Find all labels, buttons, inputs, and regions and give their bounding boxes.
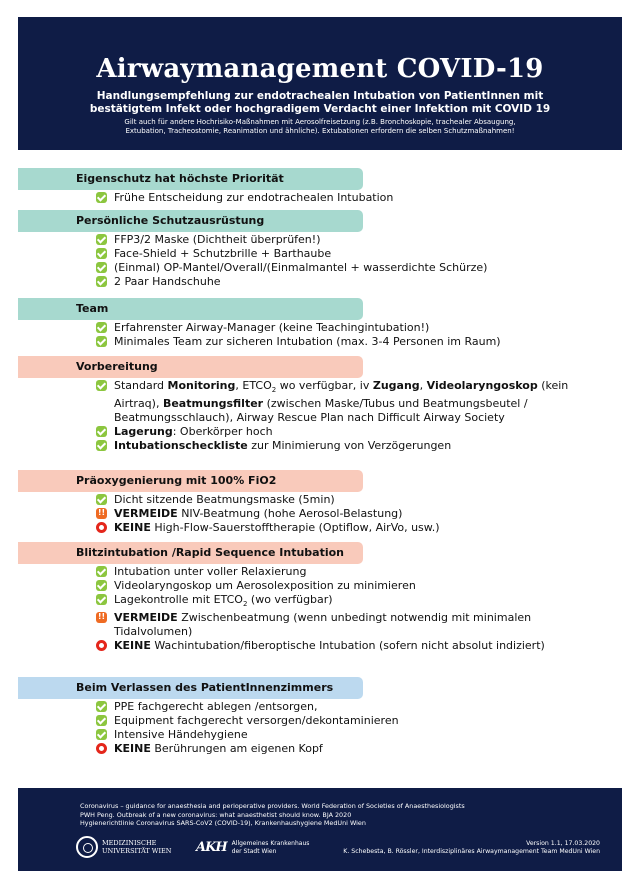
list-item: Erfahrenster Airway-Manager (keine Teachingintubation!) <box>96 321 622 335</box>
item-list <box>18 699 622 756</box>
subtitle-line-2: bestätigtem Infekt oder hochgradigem Verdacht einer Infektion mit COVID 19 <box>89 103 551 115</box>
references <box>80 802 465 828</box>
list-item: KEINE High-Flow-Sauerstofftherapie (Optiflow, AirVo, usw.) <box>96 521 622 535</box>
section-eigenschutz <box>18 168 622 205</box>
check-icon <box>96 426 107 437</box>
check-icon <box>96 715 107 726</box>
check-icon <box>96 494 107 505</box>
list-item: !! VERMEIDE Zwischenbeatmung (wenn unbedingt notwendig mit minimalen Tidalvolumen) <box>96 611 622 639</box>
list-item: (Einmal) OP-Mantel/Overall/(Einmalmantel + wasserdichte Schürze) <box>96 261 622 275</box>
check-icon <box>96 336 107 347</box>
section-heading: Eigenschutz hat höchste Priorität <box>18 168 363 190</box>
list-item: Equipment fachgerecht versorgen/dekontaminieren <box>96 714 622 728</box>
item-list <box>18 492 622 535</box>
list-item: PPE fachgerecht ablegen /entsorgen, <box>96 700 622 714</box>
warning-icon <box>96 508 107 519</box>
section-vorbereitung <box>18 356 622 453</box>
akh-logo <box>196 840 309 855</box>
list-item: Minimales Team zur sicheren Intubation (max. 3-4 Personen im Raum) <box>96 335 622 349</box>
header-banner <box>18 17 622 150</box>
section-heading: Blitzintubation /Rapid Sequence Intubation <box>18 542 363 564</box>
check-icon <box>96 192 107 203</box>
section-praeoxygenierung <box>18 470 622 535</box>
list-item: Intensive Händehygiene <box>96 728 622 742</box>
meduni-logo <box>76 836 172 858</box>
section-heading: Vorbereitung <box>18 356 363 378</box>
list-item: KEINE Berührungen am eigenen Kopf <box>96 742 622 756</box>
check-icon <box>96 234 107 245</box>
list-item: KEINE Wachintubation/fiberoptische Intubation (sofern nicht absolut indiziert) <box>96 639 622 653</box>
list-item: Videolaryngoskop um Aerosolexposition zu minimieren <box>96 579 622 593</box>
list-item: FFP3/2 Maske (Dichtheit überprüfen!) <box>96 233 622 247</box>
list-item: Frühe Entscheidung zur endotrachealen Intubation <box>96 191 622 205</box>
subtitle <box>18 90 622 116</box>
list-item: Intubationscheckliste zur Minimierung von Verzögerungen <box>96 439 622 453</box>
item-list <box>18 190 622 205</box>
list-item: Intubation unter voller Relaxierung <box>96 565 622 579</box>
stop-icon <box>96 743 107 754</box>
meduni-name-1: MEDIZINISCHE <box>102 839 157 847</box>
section-heading: Beim Verlassen des PatientInnenzimmers <box>18 677 363 699</box>
footer-banner <box>18 788 622 871</box>
list-item: Dicht sitzende Beatmungsmaske (5min) <box>96 493 622 507</box>
list-item: Lagekontrolle mit $ETCO_2$ (wo verfügbar) <box>96 593 622 611</box>
list-item: Lagerung: Oberkörper hoch <box>96 425 622 439</box>
item-list <box>18 320 622 349</box>
reference-3: Hygienerichtlinie Coronavirus SARS-CoV2 (COVID-19), Krankenhaushygiene MedUni Wien <box>80 819 366 828</box>
section-heading: Präoxygenierung mit 100% FiO2 <box>18 470 363 492</box>
section-heading: Persönliche Schutzausrüstung <box>18 210 363 232</box>
check-icon <box>96 440 107 451</box>
item-list <box>18 232 622 289</box>
version-label: Version 1.1, 17.03.2020 <box>526 840 600 847</box>
subtitle-line-1: Handlungsempfehlung zur endotrachealen Intubation von PatientInnen mit <box>96 90 544 102</box>
seal-icon <box>76 836 98 858</box>
check-icon <box>96 594 107 605</box>
section-schutzausruestung <box>18 210 622 289</box>
header-note <box>18 118 622 136</box>
akh-mark: AKH <box>196 840 227 855</box>
check-icon <box>96 566 107 577</box>
check-icon <box>96 580 107 591</box>
check-icon <box>96 729 107 740</box>
meduni-name-2: UNIVERSITÄT WIEN <box>102 847 172 855</box>
check-icon <box>96 276 107 287</box>
section-verlassen <box>18 677 622 756</box>
note-line-1: Gilt auch für andere Hochrisiko-Maßnahmen mit Aerosolfreisetzung (z.B. Bronchoskopie, trachealer Absaugung, <box>124 118 516 126</box>
section-team <box>18 298 622 349</box>
stop-icon <box>96 522 107 533</box>
list-item: !! VERMEIDE NIV-Beatmung (hohe Aerosol-Belastung) <box>96 507 622 521</box>
check-icon <box>96 262 107 273</box>
note-line-2: Extubation, Tracheostomie, Reanimation und ähnliche). Extubationen erfordern die selben Schutzmaßnahmen! <box>125 127 515 135</box>
check-icon <box>96 380 107 391</box>
check-icon <box>96 248 107 259</box>
list-item: Standard Monitoring, $ETCO_2$ wo verfügbar, iv Zugang, Videolaryngoskop (kein Airtraq), Beatmungsfilter (zwischen Maske/Tubus und Beatmungsbeutel / Beatmungsschlauch), Airway Rescue Plan nach Difficult Airway Society <box>96 379 622 425</box>
reference-2: PWH Peng. Outbreak of a new coronavirus: what anaesthetist should know. BJA 2020 <box>80 810 352 819</box>
check-icon <box>96 322 107 333</box>
item-list <box>18 564 622 653</box>
check-icon <box>96 701 107 712</box>
version-info <box>343 840 600 856</box>
list-item: Face-Shield + Schutzbrille + Barthaube <box>96 247 622 261</box>
page-title: Airwaymanagement COVID-19 <box>96 54 544 84</box>
reference-1: Coronavirus – guidance for anaesthesia and perioperative providers. World Federation of Societies of Anaesthesiologists <box>80 802 465 810</box>
section-blitzintubation <box>18 542 622 653</box>
section-heading: Team <box>18 298 363 320</box>
authors-label: K. Schebesta, B. Rössler, Interdisziplinäres Airwaymanagement Team MedUni Wien <box>343 848 600 855</box>
akh-name-1: Allgemeines Krankenhaus <box>231 840 310 847</box>
warning-icon <box>96 612 107 623</box>
list-item: 2 Paar Handschuhe <box>96 275 622 289</box>
item-list <box>18 378 622 453</box>
stop-icon <box>96 640 107 651</box>
akh-name-2: der Stadt Wien <box>231 847 277 855</box>
